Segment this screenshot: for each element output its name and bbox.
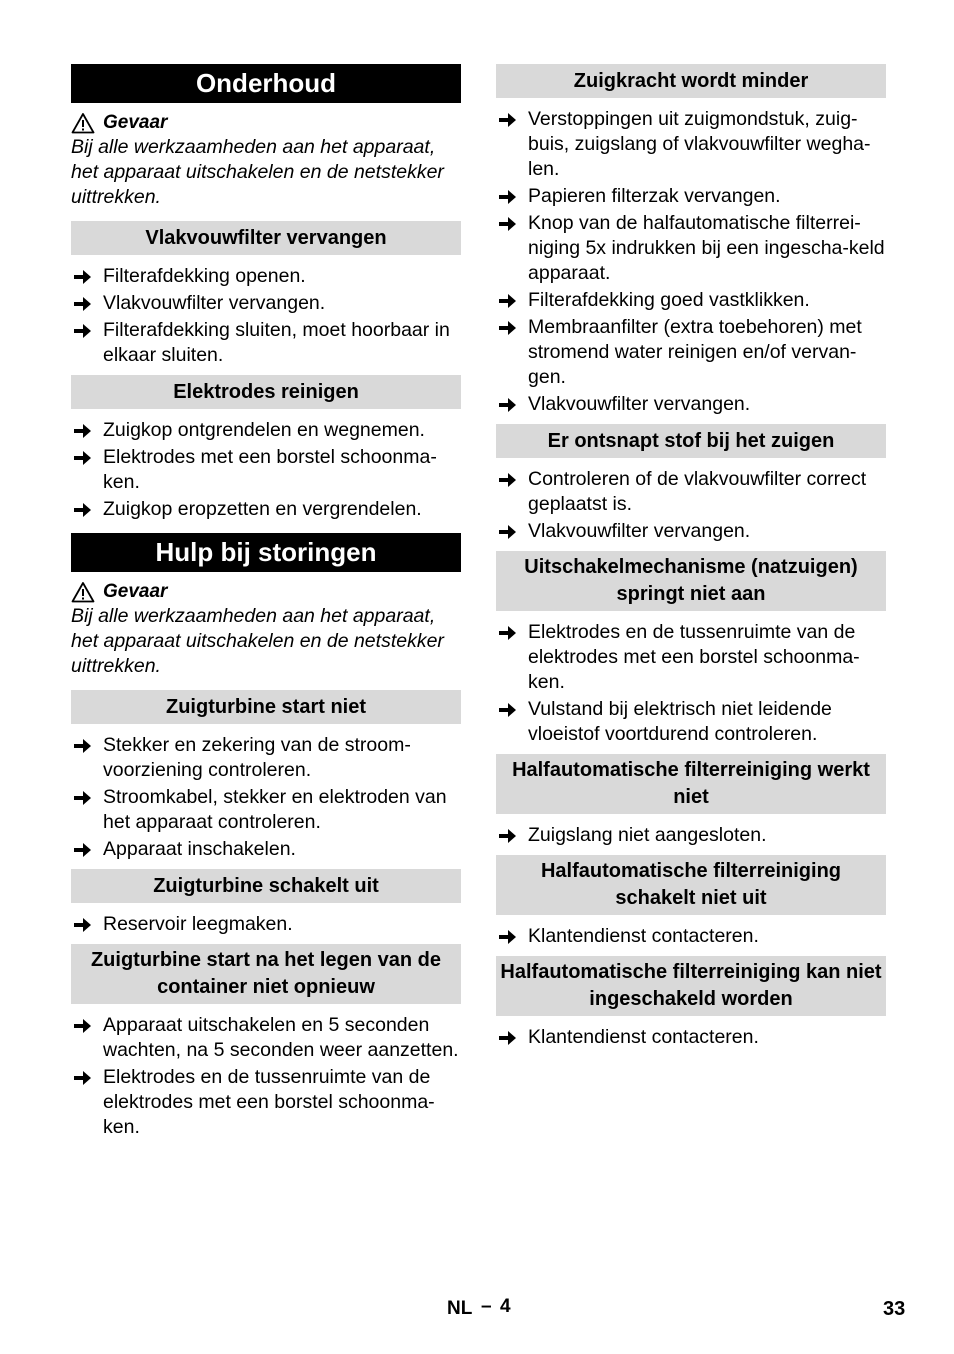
- steps-list: [496, 107, 886, 417]
- list-item: [496, 620, 886, 695]
- list-item: [496, 697, 886, 747]
- list-item-text: Elektrodes en de tussenruimte van de elektrodes met een borstel schoonma-ken.: [103, 1066, 435, 1138]
- arrow-right-icon: [74, 502, 92, 518]
- list-item-text: Membraanfilter (extra toebehoren) met stromend water reinigen en/of vervan-gen.: [528, 316, 862, 388]
- arrow-right-icon: [499, 216, 517, 232]
- list-item: [71, 733, 461, 783]
- list-item: [496, 211, 886, 286]
- arrow-right-icon: [499, 112, 517, 128]
- arrow-right-icon: [74, 1070, 92, 1086]
- list-item-text: Apparaat uitschakelen en 5 seconden wachten, na 5 seconden weer aanzetten.: [103, 1014, 459, 1061]
- list-item-text: Knop van de halfautomatische filterrei-niging 5x indrukken bij een ingescha-keld apparaat.: [528, 212, 885, 284]
- list-item-text: Vulstand bij elektrisch niet leidende vloeistof voortdurend controleren.: [528, 698, 832, 745]
- steps-list: [71, 418, 461, 522]
- steps-list: [71, 264, 461, 368]
- arrow-right-icon: [74, 423, 92, 439]
- heading-vlakvouwfilter: Vlakvouwfilter vervangen: [71, 221, 461, 255]
- list-item: [496, 184, 886, 209]
- right-column: [496, 64, 886, 1057]
- heading-zuigkracht: Zuigkracht wordt minder: [496, 64, 886, 98]
- list-item: [71, 1065, 461, 1140]
- list-item: [496, 315, 886, 390]
- steps-list: [496, 924, 886, 949]
- heading-onderhoud: Onderhoud: [71, 64, 461, 103]
- list-item-text: Klantendienst contacteren.: [528, 1026, 759, 1048]
- arrow-right-icon: [499, 320, 517, 336]
- arrow-right-icon: [74, 269, 92, 285]
- footer-section-number: 4: [500, 1296, 511, 1317]
- list-item-text: Vlakvouwfilter vervangen.: [103, 292, 326, 314]
- arrow-right-icon: [499, 524, 517, 540]
- heading-uitschakel: Uitschakelmechanisme (natzuigen) springt niet aan: [496, 551, 886, 611]
- list-item: [496, 823, 886, 848]
- list-item: [496, 392, 886, 417]
- list-item-text: Reservoir leegmaken.: [103, 913, 293, 935]
- list-item-text: Verstoppingen uit zuigmondstuk, zuig-buis, zuigslang of vlakvouwfilter wegha-len.: [528, 108, 871, 180]
- warning-triangle-icon: [71, 112, 95, 134]
- arrow-right-icon: [499, 397, 517, 413]
- arrow-right-icon: [499, 1030, 517, 1046]
- list-item: [71, 445, 461, 495]
- heading-start-niet: Zuigturbine start niet: [71, 690, 461, 724]
- list-item-text: Papieren filterzak vervangen.: [528, 185, 781, 207]
- list-item: [71, 418, 461, 443]
- list-item: [496, 924, 886, 949]
- steps-list: [496, 620, 886, 747]
- list-item-text: Zuigslang niet aangesloten.: [528, 824, 767, 846]
- footer-separator: –: [481, 1296, 492, 1317]
- danger-note: [71, 579, 461, 604]
- warning-triangle-icon: [71, 581, 95, 603]
- steps-list: [71, 733, 461, 862]
- arrow-right-icon: [499, 929, 517, 945]
- list-item: [71, 1013, 461, 1063]
- list-item: [71, 912, 461, 937]
- list-item-text: Elektrodes met een borstel schoonma-ken.: [103, 446, 437, 493]
- footer-language: NL: [447, 1298, 473, 1319]
- danger-text: Bij alle werkzaamheden aan het apparaat, het apparaat uitschakelen en de netstekker uittrekken.: [71, 136, 444, 208]
- arrow-right-icon: [74, 296, 92, 312]
- list-item: [71, 497, 461, 522]
- danger-label: Gevaar: [103, 112, 168, 133]
- list-item: [71, 264, 461, 289]
- list-item-text: Filterafdekking openen.: [103, 265, 306, 287]
- heading-ingeschakeld: Halfautomatische filterreiniging kan niet ingeschakeld worden: [496, 956, 886, 1016]
- arrow-right-icon: [499, 472, 517, 488]
- steps-list: [71, 912, 461, 937]
- steps-list: [71, 1013, 461, 1140]
- left-column: [71, 64, 461, 1147]
- list-item-text: Stekker en zekering van de stroom-voorziening controleren.: [103, 734, 411, 781]
- list-item: [71, 291, 461, 316]
- steps-list: [496, 823, 886, 848]
- list-item-text: Zuigkop ontgrendelen en wegnemen.: [103, 419, 425, 441]
- arrow-right-icon: [74, 842, 92, 858]
- arrow-right-icon: [74, 1018, 92, 1034]
- arrow-right-icon: [499, 189, 517, 205]
- heading-schakelt-uit: Zuigturbine schakelt uit: [71, 869, 461, 903]
- arrow-right-icon: [74, 323, 92, 339]
- list-item-text: Stroomkabel, stekker en elektroden van het apparaat controleren.: [103, 786, 447, 833]
- page-number: 33: [883, 1298, 906, 1320]
- heading-hulp: Hulp bij storingen: [71, 533, 461, 572]
- list-item: [496, 467, 886, 517]
- list-item-text: Vlakvouwfilter vervangen.: [528, 520, 751, 542]
- list-item: [71, 318, 461, 368]
- heading-stof: Er ontsnapt stof bij het zuigen: [496, 424, 886, 458]
- danger-label: Gevaar: [103, 581, 168, 602]
- arrow-right-icon: [74, 790, 92, 806]
- arrow-right-icon: [499, 625, 517, 641]
- list-item: [496, 107, 886, 182]
- heading-legen: Zuigturbine start na het legen van de container niet opnieuw: [71, 944, 461, 1004]
- arrow-right-icon: [499, 828, 517, 844]
- list-item: [496, 519, 886, 544]
- arrow-right-icon: [499, 702, 517, 718]
- steps-list: [496, 1025, 886, 1050]
- steps-list: [496, 467, 886, 544]
- list-item-text: Apparaat inschakelen.: [103, 838, 296, 860]
- list-item-text: Controleren of de vlakvouwfilter correct geplaatst is.: [528, 468, 867, 515]
- list-item-text: Elektrodes en de tussenruimte van de elektrodes met een borstel schoonma-ken.: [528, 621, 860, 693]
- danger-text: Bij alle werkzaamheden aan het apparaat, het apparaat uitschakelen en de netstekker uittrekken.: [71, 605, 444, 677]
- list-item-text: Zuigkop eropzetten en vergrendelen.: [103, 498, 422, 520]
- list-item-text: Vlakvouwfilter vervangen.: [528, 393, 751, 415]
- list-item: [71, 837, 461, 862]
- heading-elektrodes: Elektrodes reinigen: [71, 375, 461, 409]
- arrow-right-icon: [499, 293, 517, 309]
- list-item-text: Filterafdekking goed vastklikken.: [528, 289, 810, 311]
- heading-werkt-niet: Halfautomatische filterreiniging werkt niet: [496, 754, 886, 814]
- list-item-text: Filterafdekking sluiten, moet hoorbaar in elkaar sluiten.: [103, 319, 450, 366]
- list-item: [71, 785, 461, 835]
- list-item: [496, 288, 886, 313]
- arrow-right-icon: [74, 738, 92, 754]
- arrow-right-icon: [74, 917, 92, 933]
- danger-note: [71, 110, 461, 135]
- arrow-right-icon: [74, 450, 92, 466]
- heading-schakelt-niet-uit: Halfautomatische filterreiniging schakelt niet uit: [496, 855, 886, 915]
- list-item: [496, 1025, 886, 1050]
- list-item-text: Klantendienst contacteren.: [528, 925, 759, 947]
